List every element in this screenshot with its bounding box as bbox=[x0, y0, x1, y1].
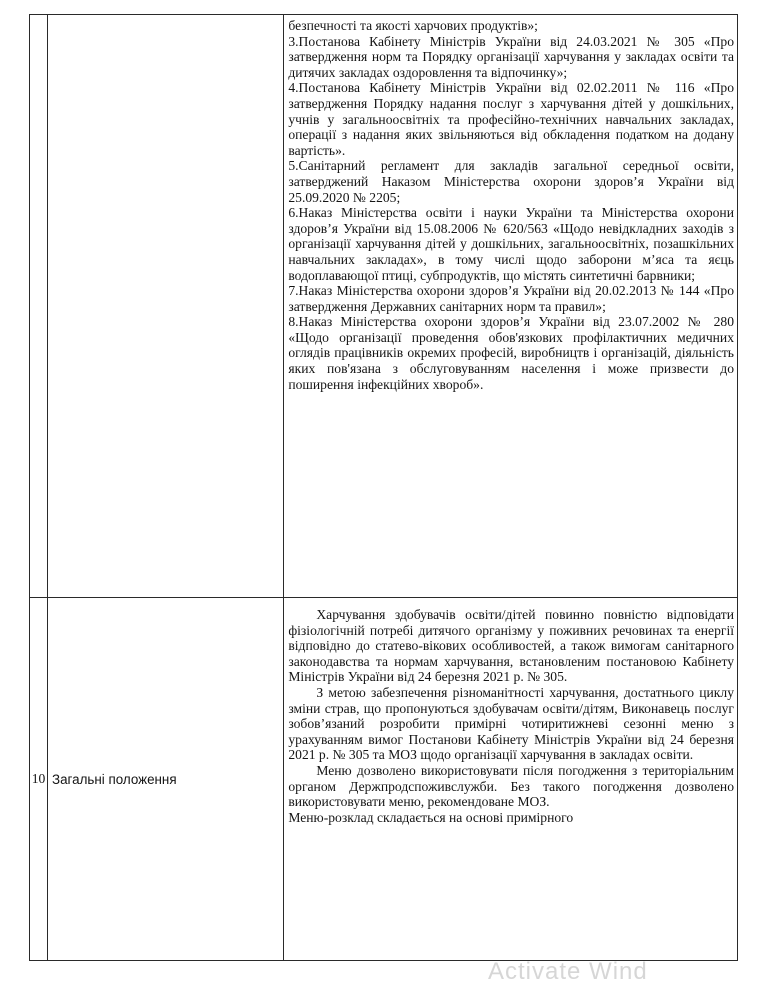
legal-reference-item: 8.Наказ Міністерства охорони здоров’я України від 23.07.2002 № 280 «Щодо організації проведення обов'язкових профілактичних медичних оглядів працівників окремих професій, виробництв і організацій, діяльність яких пов'язана з обслуговуванням населення і може призвести до поширення інфекційних хвороб». bbox=[288, 314, 734, 392]
body-paragraph: Харчування здобувачів освіти/дітей повинно повністю відповідати фізіологічній потребі дитячого організму у поживних речовинах та енергії відповідно до статево-вікових особливостей, а також вимогам санітарного законодавства та нормам харчування, встановленим постановою Кабінету Міністрів України від 24 березня 2021 р. № 305. bbox=[288, 607, 734, 685]
table-row bbox=[30, 598, 738, 961]
requirements-table bbox=[29, 14, 738, 961]
legal-reference-item: 3.Постанова Кабінету Міністрів України від 24.03.2021 № 305 «Про затвердження норм та Порядку організації харчування у закладах освіти та дитячих закладах оздоровлення та відпочинку»; bbox=[288, 33, 734, 80]
legal-reference-item: 7.Наказ Міністерства охорони здоров’я України від 20.02.2013 № 144 «Про затвердження Державних санітарних норм та правил»; bbox=[288, 283, 734, 314]
legal-reference-item: 4.Постанова Кабінету Міністрів України від 02.02.2011 № 116 «Про затвердження Порядку надання послуг з харчування дітей у дошкільних, учнів у загальноосвітніх та професійно-технічних навчальних закладах, операції з надання яких звільняються від обкладення податком на додану вартість». bbox=[288, 80, 734, 158]
legal-reference-item: 6.Наказ Міністерства освіти і науки України та Міністерства охорони здоров’я України від 15.08.2006 № 620/563 «Щодо невідкладних заходів з організації харчування дітей у дошкільних, загальноосвітніх, позашкільних навчальних закладах», в тому числі щодо заборони м’яса та яєць водоплавающої птиці, субпродуктів, що містять синтетичні барвники; bbox=[288, 205, 734, 283]
table-row bbox=[30, 15, 738, 598]
body-paragraph: Меню-розклад складається на основі примірного bbox=[288, 809, 574, 825]
row-content-cell bbox=[284, 15, 738, 598]
row-content-cell bbox=[284, 598, 738, 961]
row-number-cell bbox=[30, 15, 48, 598]
activation-watermark: Activate Wind bbox=[488, 958, 648, 985]
row-title-cell: Загальні положення bbox=[48, 598, 284, 961]
body-paragraph: З метою забезпечення різноманітності харчування, достатнього циклу зміни страв, що пропонуються здобувачам освіти/дітям, Виконавець послуг зобов’язаний розробити примірні чотиритижневі сезонні меню з урахуванням вимог Постанови Кабінету Міністрів України від 24 березня 2021 р. № 305 та МОЗ щодо організації харчування в закладах освіти. bbox=[288, 684, 734, 763]
body-paragraph: Меню дозволено використовувати після погодження з територіальним органом Держпродспоживслужби. Без такого погодження дозволено використовувати меню, рекомендоване МОЗ. bbox=[288, 762, 734, 810]
legal-reference-item: безпечності та якості харчових продуктів»; bbox=[288, 18, 538, 33]
row-number-cell: 10 bbox=[30, 598, 48, 961]
row-title-cell bbox=[48, 15, 284, 598]
legal-reference-item: 5.Санітарний регламент для закладів загальної середньої освіти, затверджений Наказом Міністерства охорони здоров’я України від 25.09.2020 № 2205; bbox=[288, 158, 734, 205]
